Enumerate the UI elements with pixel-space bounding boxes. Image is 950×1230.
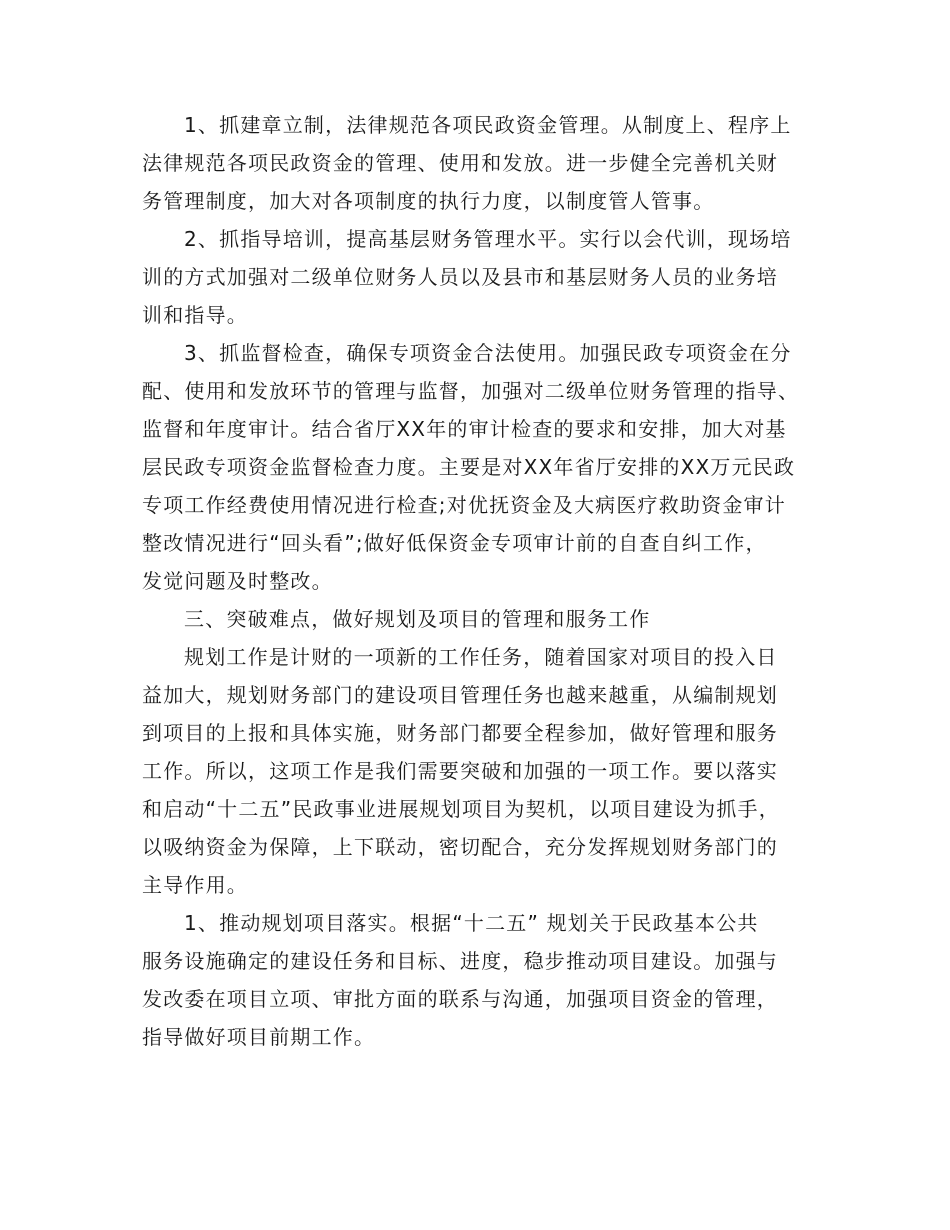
section-heading	[142, 600, 807, 638]
text-line: 以吸纳资金为保障，上下联动，密切配合，充分发挥规划财务部门的	[142, 835, 778, 859]
text-line: 工作。所以，这项工作是我们需要突破和加强的一项工作。要以落实	[142, 759, 778, 783]
document-body	[142, 106, 807, 1056]
text-line: 1、推动规划项目落实。根据“十二五” 规划关于民政基本公共	[184, 911, 759, 935]
paragraph-2	[142, 220, 807, 334]
text-line: 益加大，规划财务部门的建设项目管理任务也越来越重，从编制规划	[142, 683, 778, 707]
text-line: 1、抓建章立制，法律规范各项民政资金管理。从制度上、程序上	[184, 113, 792, 137]
text-line: 训的方式加强对二级单位财务人员以及县市和基层财务人员的业务培	[142, 265, 778, 289]
text-line: 监督和年度审计。结合省厅XX年的审计检查的要求和安排，加大对基	[142, 417, 787, 441]
paragraph-1	[142, 106, 807, 220]
text-line: 2、抓指导培训，提高基层财务管理水平。实行以会代训，现场培	[184, 227, 792, 251]
text-line: 发改委在项目立项、审批方面的联系与沟通，加强项目资金的管理，	[142, 987, 778, 1011]
paragraph-5	[142, 904, 807, 1056]
text-line: 训和指导。	[142, 303, 248, 327]
text-line: 规划工作是计财的一项新的工作任务，随着国家对项目的投入日	[184, 645, 778, 669]
text-line: 务管理制度，加大对各项制度的执行力度，以制度管人管事。	[142, 189, 715, 213]
text-line: 发觉问题及时整改。	[142, 569, 333, 593]
text-line: 到项目的上报和具体实施，财务部门都要全程参加，做好管理和服务	[142, 721, 778, 745]
text-line: 配、使用和发放环节的管理与监督，加强对二级单位财务管理的指导、	[142, 379, 800, 403]
text-line: 服务设施确定的建设任务和目标、进度，稳步推动项目建设。加强与	[142, 949, 778, 973]
text-line: 专项工作经费使用情况进行检查;对优抚资金及大病医疗救助资金审计	[142, 493, 786, 517]
text-line: 法律规范各项民政资金的管理、使用和发放。进一步健全完善机关财	[142, 151, 778, 175]
text-line: 和启动“十二五”民政事业进展规划项目为契机，以项目建设为抓手，	[142, 797, 780, 821]
text-line: 指导做好项目前期工作。	[142, 1025, 376, 1049]
text-line: 层民政专项资金监督检查力度。主要是对XX年省厅安排的XX万元民政	[142, 455, 796, 479]
paragraph-4	[142, 638, 807, 904]
heading-line: 三、突破难点，做好规划及项目的管理和服务工作	[184, 607, 651, 631]
text-line: 整改情况进行“回头看”;做好低保资金专项审计前的自查自纠工作，	[142, 531, 767, 555]
paragraph-3	[142, 334, 807, 600]
text-line: 主导作用。	[142, 873, 248, 897]
text-line: 3、抓监督检查，确保专项资金合法使用。加强民政专项资金在分	[184, 341, 792, 365]
